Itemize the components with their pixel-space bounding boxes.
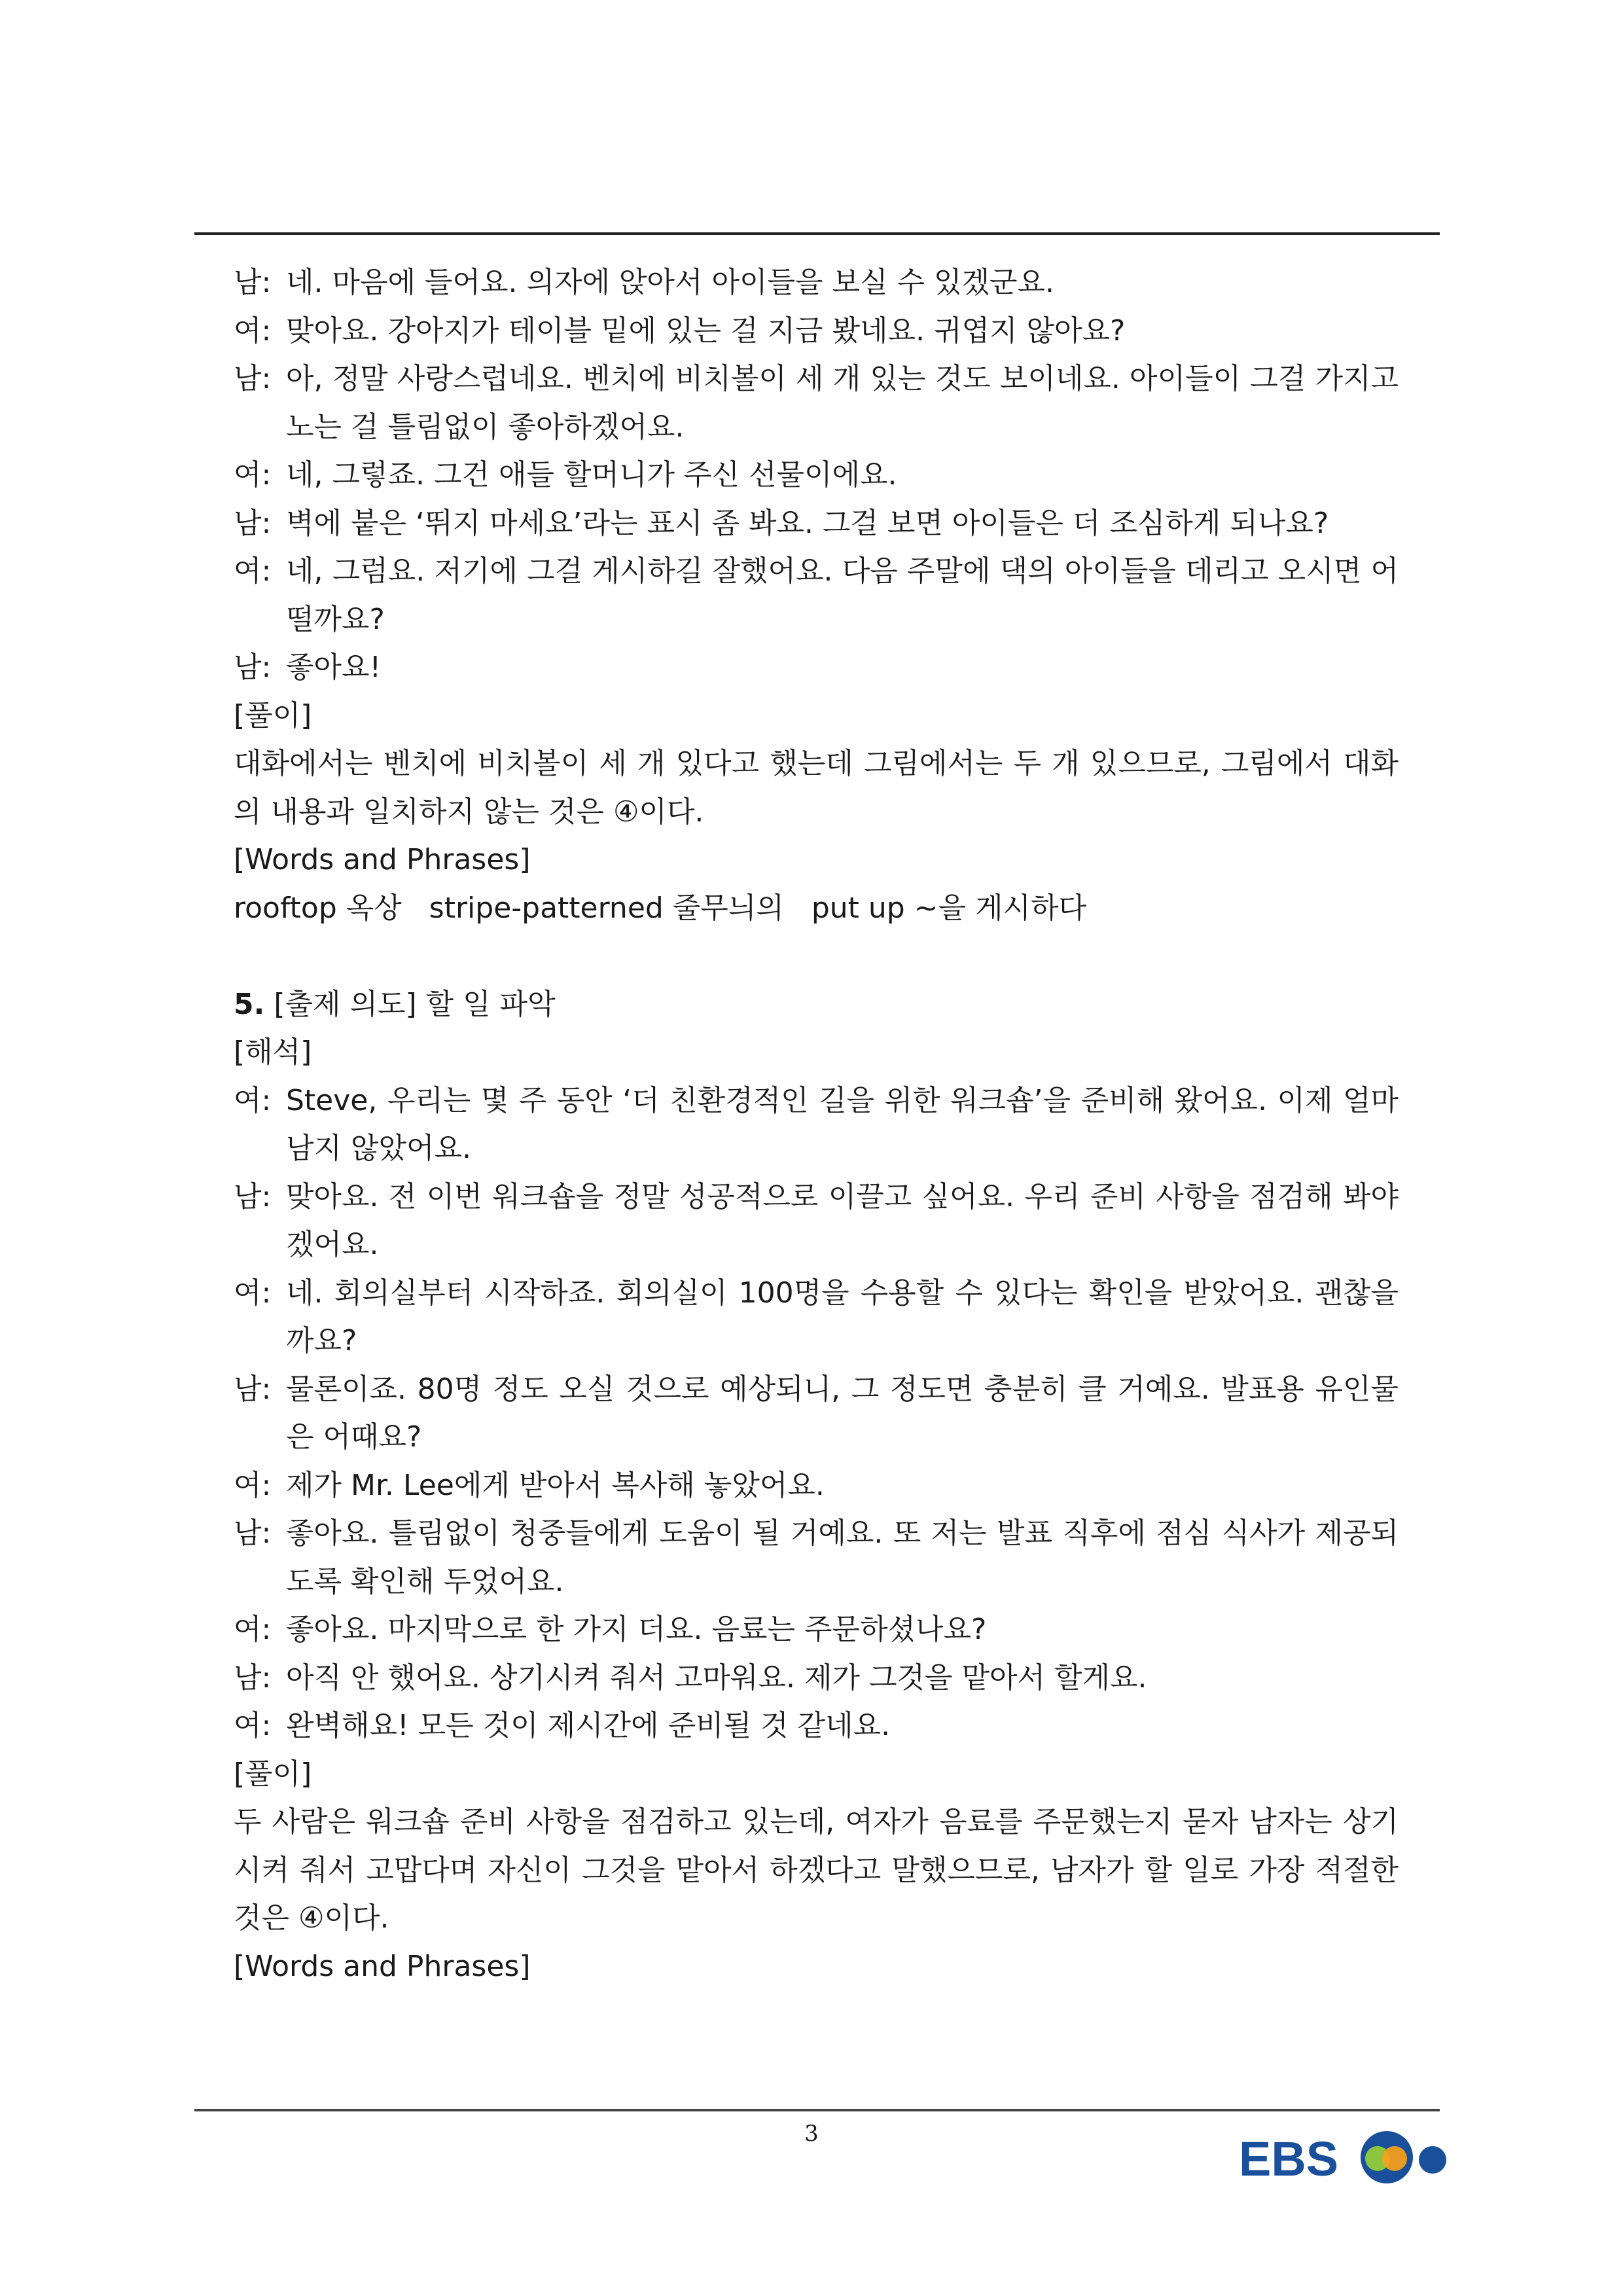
dialogue-line [234, 1077, 1399, 1173]
page-content [234, 259, 1399, 1990]
speaker-label: 남: [234, 1516, 272, 1550]
page-number: 3 [804, 2121, 819, 2147]
speaker-label: 여: [234, 458, 272, 492]
speaker-label: 남: [234, 1660, 272, 1695]
question-number: 5. [234, 987, 265, 1021]
utterance: Steve, 우리는 몇 주 동안 ‘더 친환경적인 길을 위한 워크숍’을 준비해 왔어요. 이제 얼마 남지 않았어요. [286, 1083, 1399, 1165]
speaker-label: 여: [234, 554, 272, 588]
utterance: 좋아요! [286, 651, 382, 684]
explanation-text: 두 사람은 워크숍 준비 사항을 점검하고 있는데, 여자가 음료를 주문했는지 묻자 남자는 상기시켜 줘서 고맙다며 자신이 그것을 맡아서 하겠다고 말했으므로, 남자가 할 일로 가장 적절한 것은 ④이다. [234, 1805, 1399, 1935]
words-label: [Words and Phrases] [234, 1949, 531, 1983]
dialogue-line [234, 1605, 1399, 1654]
section4-dialogue [234, 259, 1399, 692]
utterance: 네. 회의실부터 시작하죠. 회의실이 100명을 수용할 수 있다는 확인을 받았어요. 괜찮을까요? [286, 1276, 1399, 1357]
utterance: 네. 마음에 들어요. 의자에 앉아서 아이들을 보실 수 있겠군요. [286, 266, 1054, 299]
speaker-label: 남: [234, 362, 272, 395]
dialogue-line [234, 1462, 1399, 1510]
dialogue-line [234, 1509, 1399, 1605]
dialogue-line [234, 1654, 1399, 1702]
speaker-label: 여: [234, 314, 272, 348]
utterance: 맞아요. 전 이번 워크숍을 정말 성공적으로 이끌고 싶어요. 우리 준비 사항을 점검해 봐야겠어요. [286, 1179, 1399, 1261]
speaker-label: 여: [234, 1709, 272, 1742]
section5-heading [234, 980, 1399, 1029]
speaker-label: 여: [234, 1083, 272, 1117]
dialogue-line [234, 1269, 1399, 1365]
utterance: 물론이죠. 80명 정도 오실 것으로 예상되니, 그 정도면 충분히 클 거예요. 발표용 유인물은 어때요? [286, 1372, 1399, 1454]
utterance: 완벽해요! 모든 것이 제시간에 준비될 것 같네요. [286, 1709, 891, 1742]
dialogue-line [234, 1365, 1399, 1462]
section-gap [234, 932, 1399, 980]
word-entry: put up ~을 게시하다 [811, 891, 1087, 925]
section5-dialogue [234, 1077, 1399, 1750]
logo-text: EBS [1239, 2132, 1339, 2186]
utterance: 제가 Mr. Lee에게 받아서 복사해 놓았어요. [286, 1468, 825, 1502]
dialogue-line [234, 307, 1399, 355]
utterance: 좋아요. 마지막으로 한 가지 더요. 음료는 주문하셨나요? [286, 1613, 987, 1646]
ebs-logo [1239, 2125, 1455, 2190]
words-list [234, 884, 1399, 933]
utterance: 벽에 붙은 ‘뛰지 마세요’라는 표시 좀 봐요. 그걸 보면 아이들은 더 조심하게 되나요? [286, 506, 1329, 540]
utterance: 맞아요. 강아지가 테이블 밑에 있는 걸 지금 봤네요. 귀엽지 않아요? [286, 314, 1126, 348]
explanation-text: 대화에서는 벤치에 비치볼이 세 개 있다고 했는데 그림에서는 두 개 있으므로, 그림에서 대화의 내용과 일치하지 않는 것은 ④이다. [234, 747, 1399, 829]
word-entry: stripe-patterned 줄무늬의 [429, 891, 784, 925]
dialogue-line [234, 355, 1399, 451]
logo-circle-small [1419, 2146, 1446, 2174]
header-rule [194, 232, 1440, 235]
translation-label: [해석] [234, 1035, 312, 1069]
speaker-label: 남: [234, 266, 272, 299]
utterance: 아직 안 했어요. 상기시켜 줘서 고마워요. 제가 그것을 맡아서 할게요. [286, 1660, 1147, 1695]
explanation-label: [풀이] [234, 1757, 312, 1791]
utterance: 좋아요. 틀림없이 청중들에게 도움이 될 거예요. 또 저는 발표 직후에 점심 식사가 제공되도록 확인해 두었어요. [286, 1516, 1399, 1598]
speaker-label: 여: [234, 1468, 272, 1502]
speaker-label: 여: [234, 1613, 272, 1646]
speaker-label: 남: [234, 1372, 272, 1406]
utterance: 네, 그럼요. 저기에 그걸 게시하길 잘했어요. 다음 주말에 댁의 아이들을 데리고 오시면 어떨까요? [286, 554, 1399, 636]
utterance: 네, 그렇죠. 그건 애들 할머니가 주신 선물이에요. [286, 458, 897, 492]
dialogue-line [234, 547, 1399, 643]
speaker-label: 남: [234, 1179, 272, 1213]
dialogue-line [234, 643, 1399, 692]
explanation-label: [풀이] [234, 698, 312, 732]
dialogue-line [234, 451, 1399, 499]
dialogue-line [234, 1702, 1399, 1750]
speaker-label: 남: [234, 506, 272, 540]
word-entry: rooftop 옥상 [234, 891, 402, 925]
speaker-label: 여: [234, 1276, 272, 1310]
footer-rule [194, 2109, 1440, 2111]
question-intent: [출제 의도] 할 일 파악 [274, 987, 556, 1021]
logo-circle-orange [1382, 2146, 1407, 2171]
dialogue-line [234, 1173, 1399, 1269]
words-label: [Words and Phrases] [234, 843, 531, 876]
dialogue-line [234, 499, 1399, 548]
dialogue-line [234, 259, 1399, 307]
speaker-label: 남: [234, 651, 272, 684]
utterance: 아, 정말 사랑스럽네요. 벤치에 비치볼이 세 개 있는 것도 보이네요. 아이들이 그걸 가지고 노는 걸 틀림없이 좋아하겠어요. [286, 362, 1399, 444]
